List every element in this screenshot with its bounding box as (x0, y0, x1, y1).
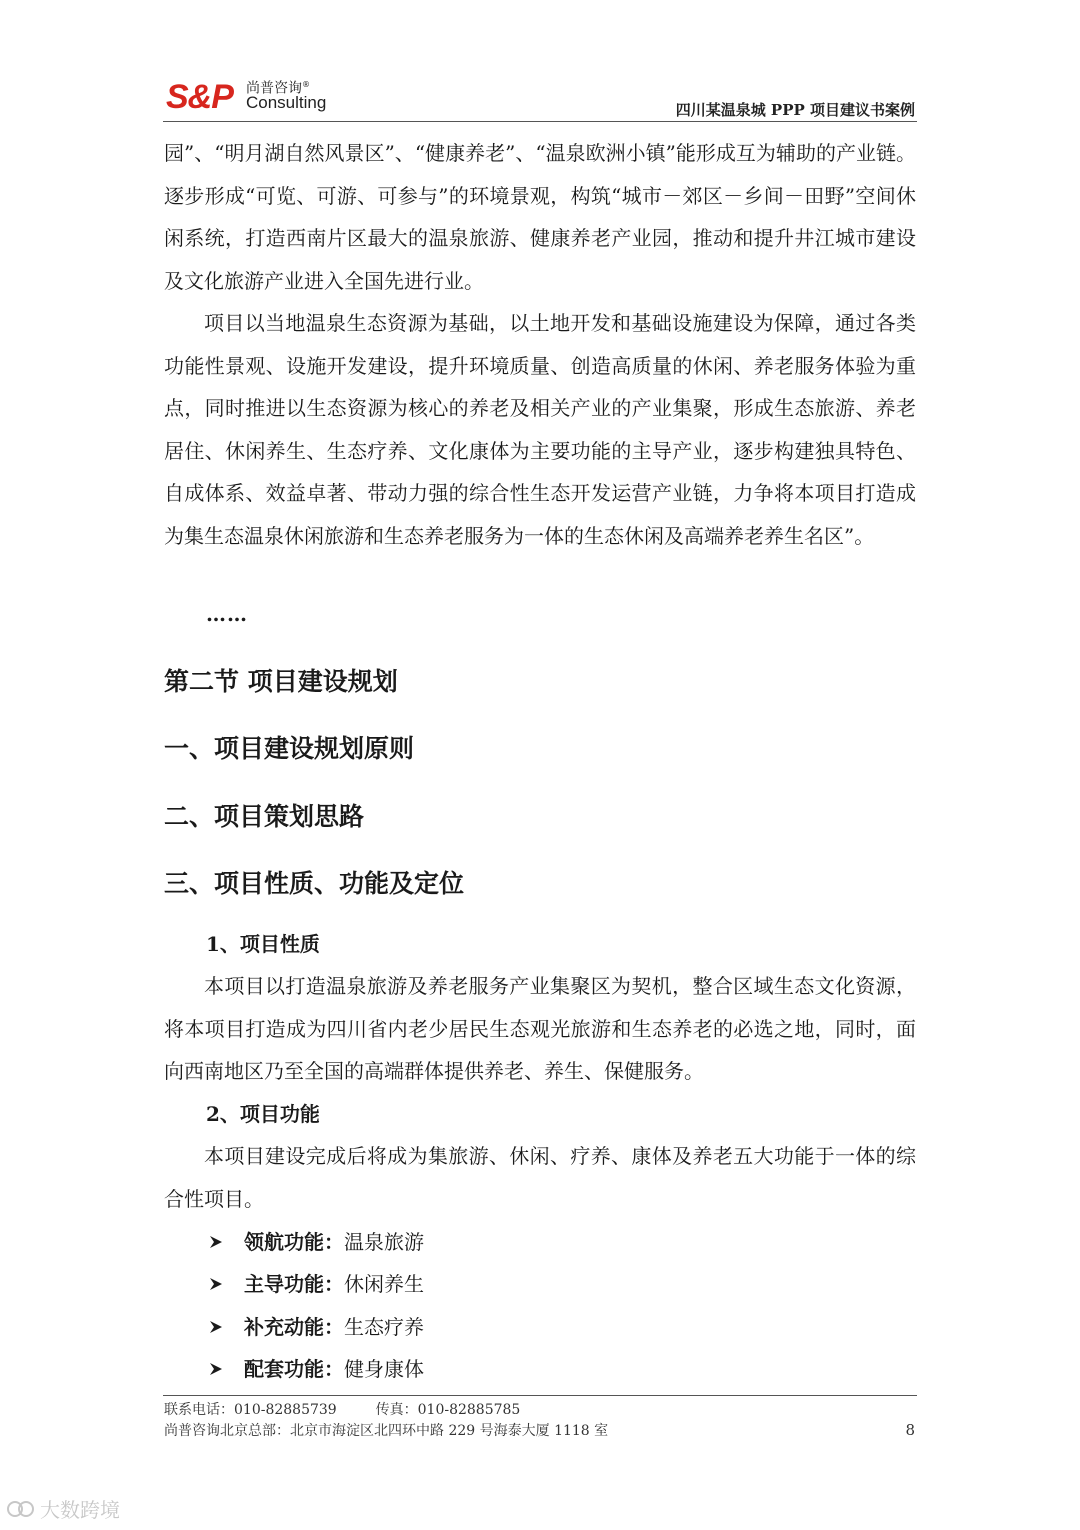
bullet-value: 休闲养生 (344, 1272, 424, 1296)
bullet-value: 健身康体 (344, 1357, 424, 1381)
section-title: 第二节 项目建设规划 (164, 667, 398, 696)
paragraph-project-function: 本项目建设完成后将成为集旅游、休闲、疗养、康体及养老五大功能于一体的综合性项目。 (164, 1144, 916, 1211)
logo-english-name: Consulting (246, 93, 327, 112)
arrowhead-bullet-icon (208, 1276, 224, 1292)
bullet-label: 配套功能： (244, 1357, 344, 1381)
wechat-channel-icon (6, 1498, 36, 1520)
list-item (208, 1227, 424, 1257)
list-item (208, 1354, 424, 1384)
document-title: 四川某温泉城 PPP 项目建议书案例 (675, 101, 915, 119)
arrowhead-bullet-icon (208, 1319, 224, 1335)
logo-mark: S&P (166, 78, 233, 116)
paragraph-project-nature: 本项目以打造温泉旅游及养老服务产业集聚区为契机，整合区域生态文化资源，将本项目打造成为四川省内老少居民生态观光旅游和生态养老的必选之地，同时，面向西南地区乃至全国的高端群体提供养老、养生、保健服务。 (164, 974, 916, 1083)
logo-chinese-name: 尚普咨询® (246, 80, 310, 97)
arrowhead-bullet-icon (208, 1361, 224, 1377)
footer-fax: 传真：010-82885785 (375, 1402, 521, 1418)
page-number: 8 (905, 1421, 915, 1439)
bullet-value: 温泉旅游 (344, 1230, 424, 1254)
heading-planning-ideas: 二、项目策划思路 (164, 802, 365, 831)
ellipsis: …… (206, 602, 248, 626)
footer-phone: 联系电话：010-82885739 (164, 1402, 337, 1418)
footer-divider (163, 1395, 917, 1396)
header-divider (163, 121, 917, 122)
subheading-project-function: 2、项目功能 (206, 1102, 320, 1126)
watermark (6, 1494, 120, 1523)
paragraph-continued: 园”、“明月湖自然风景区”、“健康养老”、“温泉欧洲小镇”能形成互为辅助的产业链。逐步形成“可览、可游、可参与”的环境景观，构筑“城市－郊区－乡间－田野”空间休闲系统，打造西南片区最大的温泉旅游、健康养老产业园，推动和提升井江城市建设及文化旅游产业进入全国先进行业。 (164, 141, 916, 293)
bullet-label: 主导功能： (244, 1272, 344, 1296)
bullet-value: 生态疗养 (344, 1315, 424, 1339)
heading-nature-function-positioning: 三、项目性质、功能及定位 (164, 869, 465, 898)
list-item (208, 1269, 424, 1299)
registered-mark: ® (302, 80, 310, 89)
subheading-project-nature: 1、项目性质 (206, 932, 320, 956)
bullet-label: 补充动能： (244, 1315, 344, 1339)
bullet-label: 领航功能： (244, 1230, 344, 1254)
footer-address: 尚普咨询北京总部：北京市海淀区北四环中路 229 号海泰大厦 1118 室 (164, 1423, 609, 1439)
company-logo (166, 76, 336, 116)
heading-planning-principles: 一、项目建设规划原则 (164, 734, 415, 763)
arrowhead-bullet-icon (208, 1234, 224, 1250)
paragraph-project-basis: 项目以当地温泉生态资源为基础，以土地开发和基础设施建设为保障，通过各类功能性景观、设施开发建设，提升环境质量、创造高质量的休闲、养老服务体验为重点，同时推进以生态资源为核心的养老及相关产业的产业集聚，形成生态旅游、养老居住、休闲养生、生态疗养、文化康体为主要功能的主导产业，逐步构建独具特色、自成体系、效益卓著、带动力强的综合性生态开发运营产业链，力争将本项目打造成为集生态温泉休闲旅游和生态养老服务为一体的生态休闲及高端养老养生名区”。 (164, 311, 916, 548)
footer-contact (164, 1401, 520, 1419)
watermark-text: 大数跨境 (40, 1498, 120, 1522)
list-item (208, 1312, 424, 1342)
